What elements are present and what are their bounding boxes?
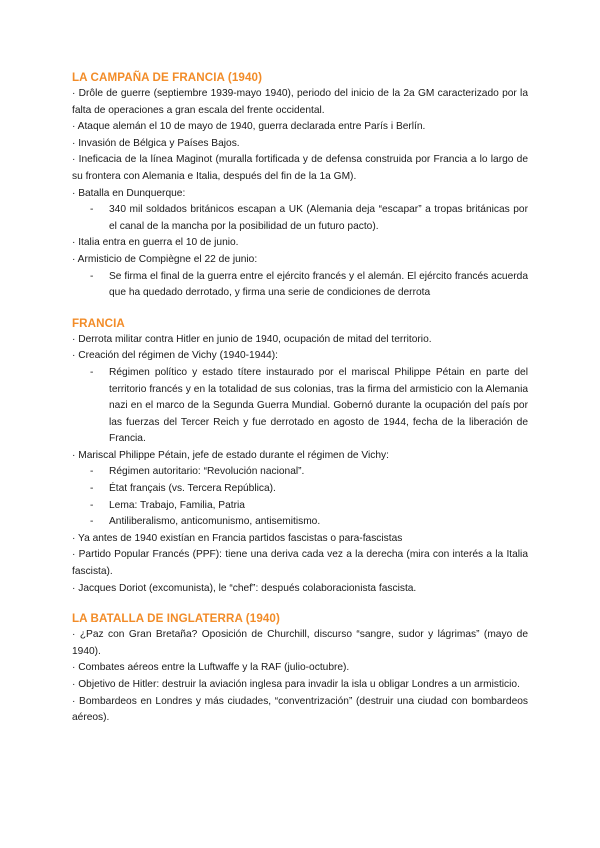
paragraph: · Drôle de guerre (septiembre 1939-mayo 1940), periodo del inicio de la 2a GM caracterizado por la falta de operaciones a gran escala del frente occidental. <box>72 88 528 116</box>
paragraph: · Ineficacia de la línea Maginot (muralla fortificada y de defensa construida por Francia a lo largo de su frontera con Alemania e Italia, después del fin de la 1a GM). <box>72 154 528 182</box>
section-campana-francia <box>72 70 528 302</box>
dash-marker: - <box>90 483 94 495</box>
paragraph: · Combates aéreos entre la Luftwaffe y la RAF (julio-octubre). <box>72 662 350 674</box>
sub-bullet <box>72 269 528 302</box>
paragraph: · Italia entra en guerra el 10 de junio. <box>72 237 239 249</box>
sub-bullet <box>72 514 528 531</box>
sub-bullet <box>72 464 528 481</box>
paragraph: · Jacques Doriot (excomunista), le “chef”: después colaboracionista fascista. <box>72 582 417 594</box>
paragraph: · Ataque alemán el 10 de mayo de 1940, guerra declarada entre París i Berlín. <box>72 121 426 133</box>
sub-bullet-text: Antiliberalismo, anticomunismo, antisemitismo. <box>109 516 321 528</box>
section-heading: LA BATALLA DE INGLATERRA (1940) <box>72 612 280 626</box>
sub-bullet-text: Lema: Trabajo, Familia, Patria <box>109 499 245 511</box>
dash-marker: - <box>90 466 94 478</box>
sub-bullet-text: État français (vs. Tercera República). <box>109 483 276 495</box>
section-heading: FRANCIA <box>72 316 125 330</box>
sub-bullet <box>72 498 528 515</box>
paragraph: · Derrota militar contra Hitler en junio de 1940, ocupación de mitad del territorio. <box>72 333 432 345</box>
dash-marker: - <box>90 270 94 282</box>
dash-marker: - <box>90 366 94 378</box>
paragraph: · Creación del régimen de Vichy (1940-1944): <box>72 350 278 362</box>
sub-bullet <box>72 202 528 235</box>
sub-bullet-text: Se firma el final de la guerra entre el ejército francés y el alemán. El ejército francés acuerda que ha quedado derrotado, y firma una serie de condiciones de derrota <box>109 270 528 299</box>
paragraph: · Armisticio de Compiègne el 22 de junio: <box>72 253 258 265</box>
sub-bullet-text: Régimen político y estado títere instaurado por el mariscal Philippe Pétain en parte del territorio francés y en la totalidad de sus colonias, tras la firma del armisticio con la Alemania nazi en el marco de la Segunda Guerra Mundial. Gobernó durante la ocupación del país por las fuerzas del Tercer Reich y fue derrotado en agosto de 1944, fecha de la liberación de Francia. <box>109 366 528 445</box>
paragraph: · Batalla en Dunquerque: <box>72 187 186 199</box>
paragraph: · Ya antes de 1940 existían en Francia partidos fascistas o para-fascistas <box>72 532 403 544</box>
section-francia <box>72 316 528 598</box>
sub-bullet-text: Régimen autoritario: “Revolución nacional”. <box>109 466 305 478</box>
paragraph: · Objetivo de Hitler: destruir la aviación inglesa para invadir la isla u obligar Londres a un armisticio. <box>72 679 520 690</box>
section-batalla-inglaterra <box>72 611 528 727</box>
section-heading: LA CAMPAÑA DE FRANCIA (1940) <box>72 71 263 84</box>
dash-marker: - <box>90 204 94 216</box>
sub-bullet <box>72 365 528 448</box>
paragraph: · Invasión de Bélgica y Países Bajos. <box>72 137 240 149</box>
dash-marker: - <box>90 516 94 528</box>
sub-bullet-text: 340 mil soldados británicos escapan a UK (Alemania deja “escapar” a tropas británicas por el canal de la mancha por la posibilidad de un futuro pacto). <box>109 204 528 232</box>
paragraph: · ¿Paz con Gran Bretaña? Oposición de Churchill, discurso “sangre, sudor y lágrimas” (mayo de 1940). <box>72 629 528 657</box>
sub-bullet <box>72 481 528 498</box>
dash-marker: - <box>90 499 94 511</box>
paragraph: · Partido Popular Francés (PPF): tiene una deriva cada vez a la derecha (mira con interés a la Italia fascista). <box>72 549 528 578</box>
paragraph: · Mariscal Philippe Pétain, jefe de estado durante el régimen de Vichy: <box>72 449 389 461</box>
document-content <box>72 70 528 741</box>
paragraph: · Bombardeos en Londres y más ciudades, “conventrización” (destruir una ciudad con bombardeos aéreos). <box>72 695 528 724</box>
